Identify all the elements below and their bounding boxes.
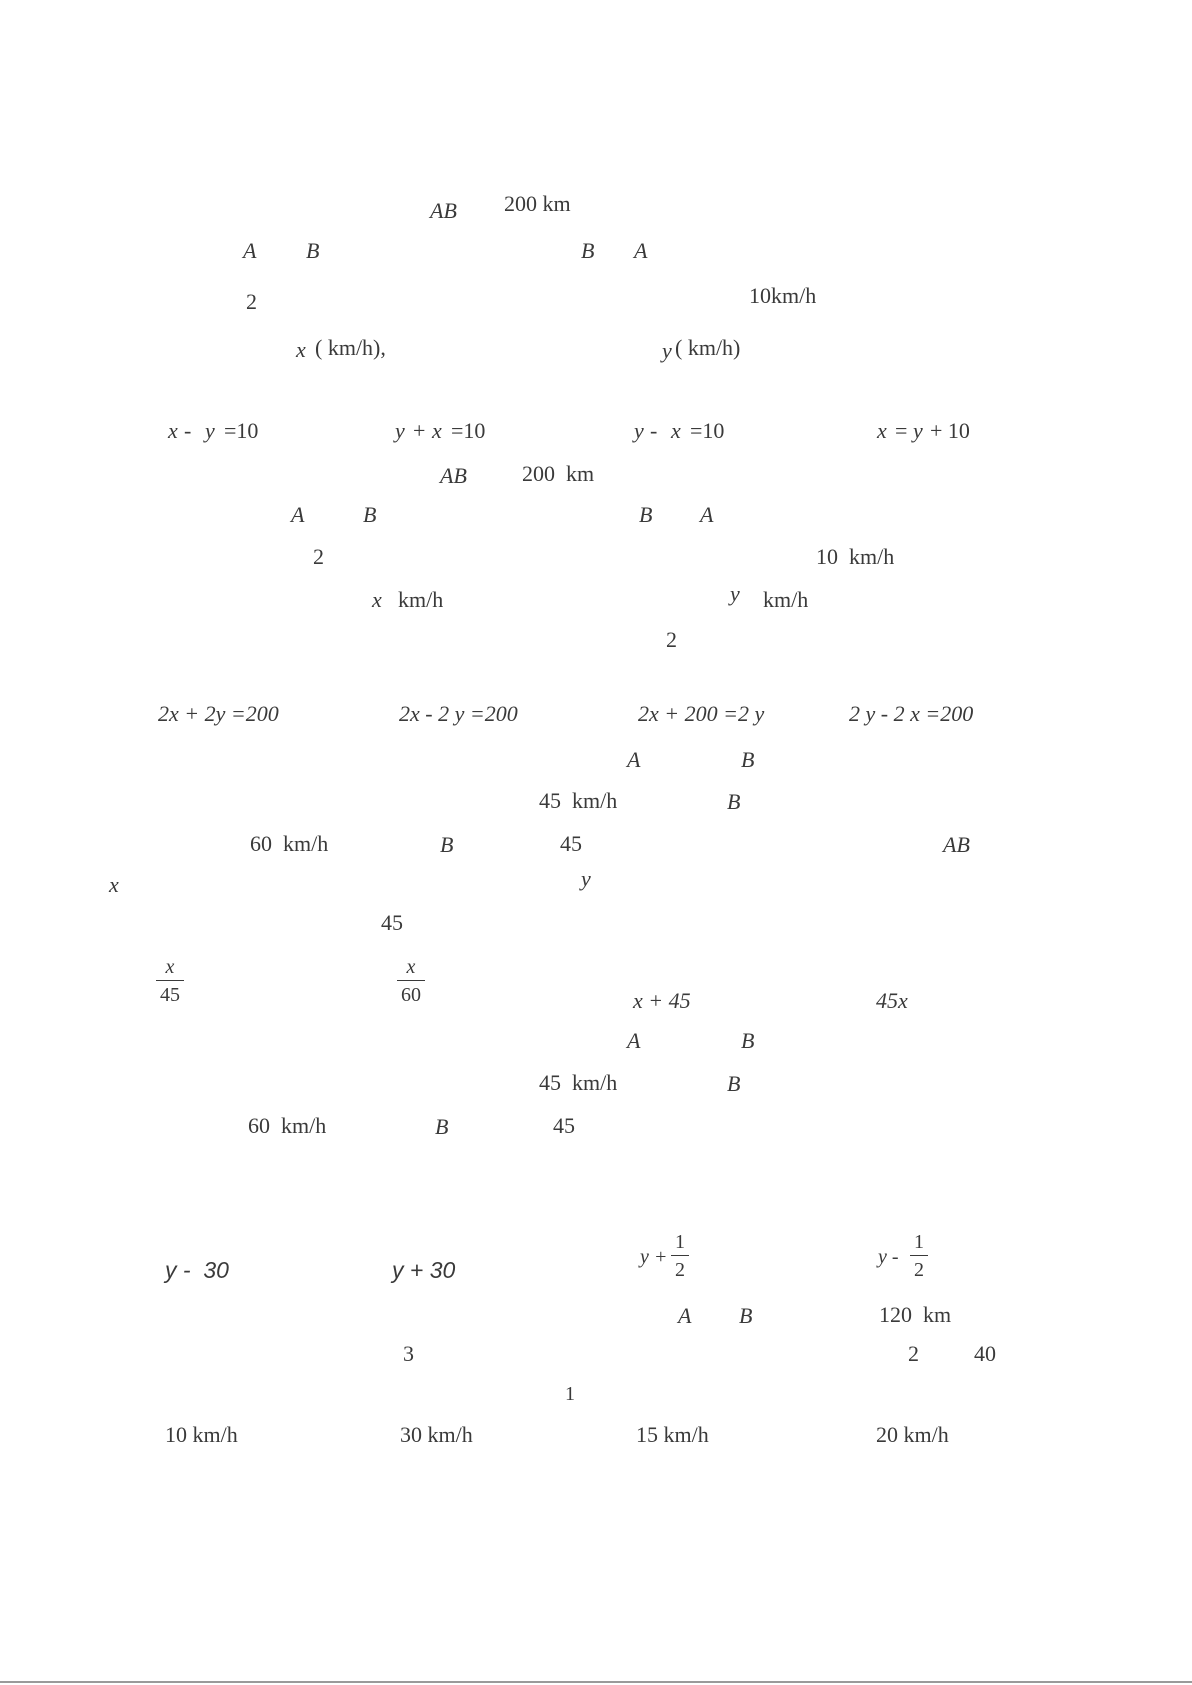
q1-opt-c-op: -	[650, 418, 658, 443]
q1-var-x: x	[296, 337, 306, 362]
q1-opt-d-lhs: x	[877, 418, 887, 443]
q1-opt-b-rhs: x	[432, 418, 442, 443]
q3-num-45b: 45	[381, 910, 403, 935]
q5-num-1: 1	[565, 1383, 575, 1405]
q3-point-a: A	[627, 747, 641, 772]
q2-point-b2: B	[639, 502, 653, 527]
q2-option-d: 2 y - 2 x =200	[849, 701, 974, 726]
q5-num-40: 40	[974, 1341, 996, 1366]
q3-num-45: 45	[560, 831, 582, 856]
q1-opt-c-lhs: y	[634, 418, 644, 443]
q2-var-x: x	[372, 587, 382, 612]
q3-ab: AB	[943, 832, 970, 857]
q2-var-y: y	[730, 581, 740, 606]
q3-speed-60: 60 km/h	[250, 831, 329, 856]
q5-option-c: 15 km/h	[636, 1422, 709, 1447]
q4-option-c	[671, 1232, 689, 1280]
q5-point-a: A	[678, 1303, 692, 1328]
q5-option-d: 20 km/h	[876, 1422, 949, 1447]
q1-ab: AB	[430, 198, 457, 223]
q4-option-a: y - 30	[165, 1257, 229, 1283]
q3-point-b: B	[741, 747, 755, 772]
q1-opt-d-eq: =	[895, 418, 908, 443]
q4-point-b3: B	[435, 1114, 449, 1139]
q1-point-a: A	[243, 238, 257, 263]
q3-var-y: y	[581, 866, 591, 891]
q4-opt-d-pre: y -	[878, 1246, 899, 1268]
q4-option-b: y + 30	[392, 1257, 456, 1283]
q2-option-a: 2x + 2y =200	[158, 701, 279, 726]
q4-speed-60: 60 km/h	[248, 1113, 327, 1138]
q2-unit-x: km/h	[398, 587, 444, 612]
q4-point-b2: B	[727, 1071, 741, 1096]
q4-opt-c-pre: y +	[640, 1246, 668, 1268]
q1-opt-a-rhs: y	[205, 418, 215, 443]
bottom-rule	[0, 1681, 1192, 1683]
q1-distance: 200 km	[504, 191, 571, 216]
q3-opt-a-den: 45	[156, 980, 184, 1005]
q2-speed-diff: 10 km/h	[816, 544, 895, 569]
q5-option-a: 10 km/h	[165, 1422, 238, 1447]
q5-num-3: 3	[403, 1341, 414, 1366]
q1-opt-b-eq: =10	[451, 418, 486, 443]
q2-hours-2: 2	[666, 627, 677, 652]
q3-opt-a-num: x	[165, 956, 175, 978]
q3-option-c: x + 45	[633, 988, 691, 1013]
q2-point-a: A	[291, 502, 305, 527]
q4-speed-45: 45 km/h	[539, 1070, 618, 1095]
q2-hours: 2	[313, 544, 324, 569]
q4-option-d	[910, 1232, 928, 1280]
q1-opt-d-rhs: y	[913, 418, 923, 443]
q1-var-y: y	[662, 338, 672, 363]
q1-unit-y: ( km/h)	[675, 335, 741, 360]
q3-opt-b-den: 60	[397, 980, 425, 1005]
q3-option-a	[156, 957, 184, 1005]
q1-unit-x: ( km/h),	[315, 335, 386, 360]
q1-speed-diff: 10km/h	[749, 283, 817, 308]
q5-option-b: 30 km/h	[400, 1422, 473, 1447]
q1-opt-a-lhs: x	[168, 418, 178, 443]
q1-point-a2: A	[634, 238, 648, 263]
q1-opt-a-eq: =10	[224, 418, 259, 443]
q2-point-b: B	[363, 502, 377, 527]
q2-option-b: 2x - 2 y =200	[399, 701, 518, 726]
q1-opt-b-op: +	[413, 418, 426, 443]
q5-distance: 120 km	[879, 1302, 952, 1327]
q5-point-b: B	[739, 1303, 753, 1328]
q1-opt-a-op: -	[184, 418, 192, 443]
q1-opt-d-tail: + 10	[930, 418, 970, 443]
q1-point-b2: B	[581, 238, 595, 263]
q2-point-a2: A	[700, 502, 714, 527]
q4-point-a: A	[627, 1028, 641, 1053]
q1-opt-c-rhs: x	[671, 418, 681, 443]
q3-option-d: 45x	[876, 988, 908, 1013]
q3-point-b2: B	[727, 789, 741, 814]
q2-option-c: 2x + 200 =2 y	[638, 701, 765, 726]
q4-opt-c-num: 1	[675, 1231, 685, 1253]
q4-num-45: 45	[553, 1113, 575, 1138]
q3-option-b	[397, 957, 425, 1005]
q1-point-b: B	[306, 238, 320, 263]
q4-opt-d-den: 2	[910, 1255, 928, 1280]
q1-hours: 2	[246, 289, 257, 314]
q3-point-b3: B	[440, 832, 454, 857]
q3-speed-45: 45 km/h	[539, 788, 618, 813]
q1-opt-b-lhs: y	[395, 418, 405, 443]
q3-opt-b-num: x	[406, 956, 416, 978]
q4-point-b: B	[741, 1028, 755, 1053]
q4-opt-c-den: 2	[671, 1255, 689, 1280]
q5-num-2: 2	[908, 1341, 919, 1366]
q2-unit-y: km/h	[763, 587, 809, 612]
q1-opt-c-eq: =10	[690, 418, 725, 443]
q2-ab: AB	[440, 463, 467, 488]
q4-opt-d-num: 1	[914, 1231, 924, 1253]
q2-distance: 200 km	[522, 461, 595, 486]
q3-var-x: x	[109, 872, 119, 897]
